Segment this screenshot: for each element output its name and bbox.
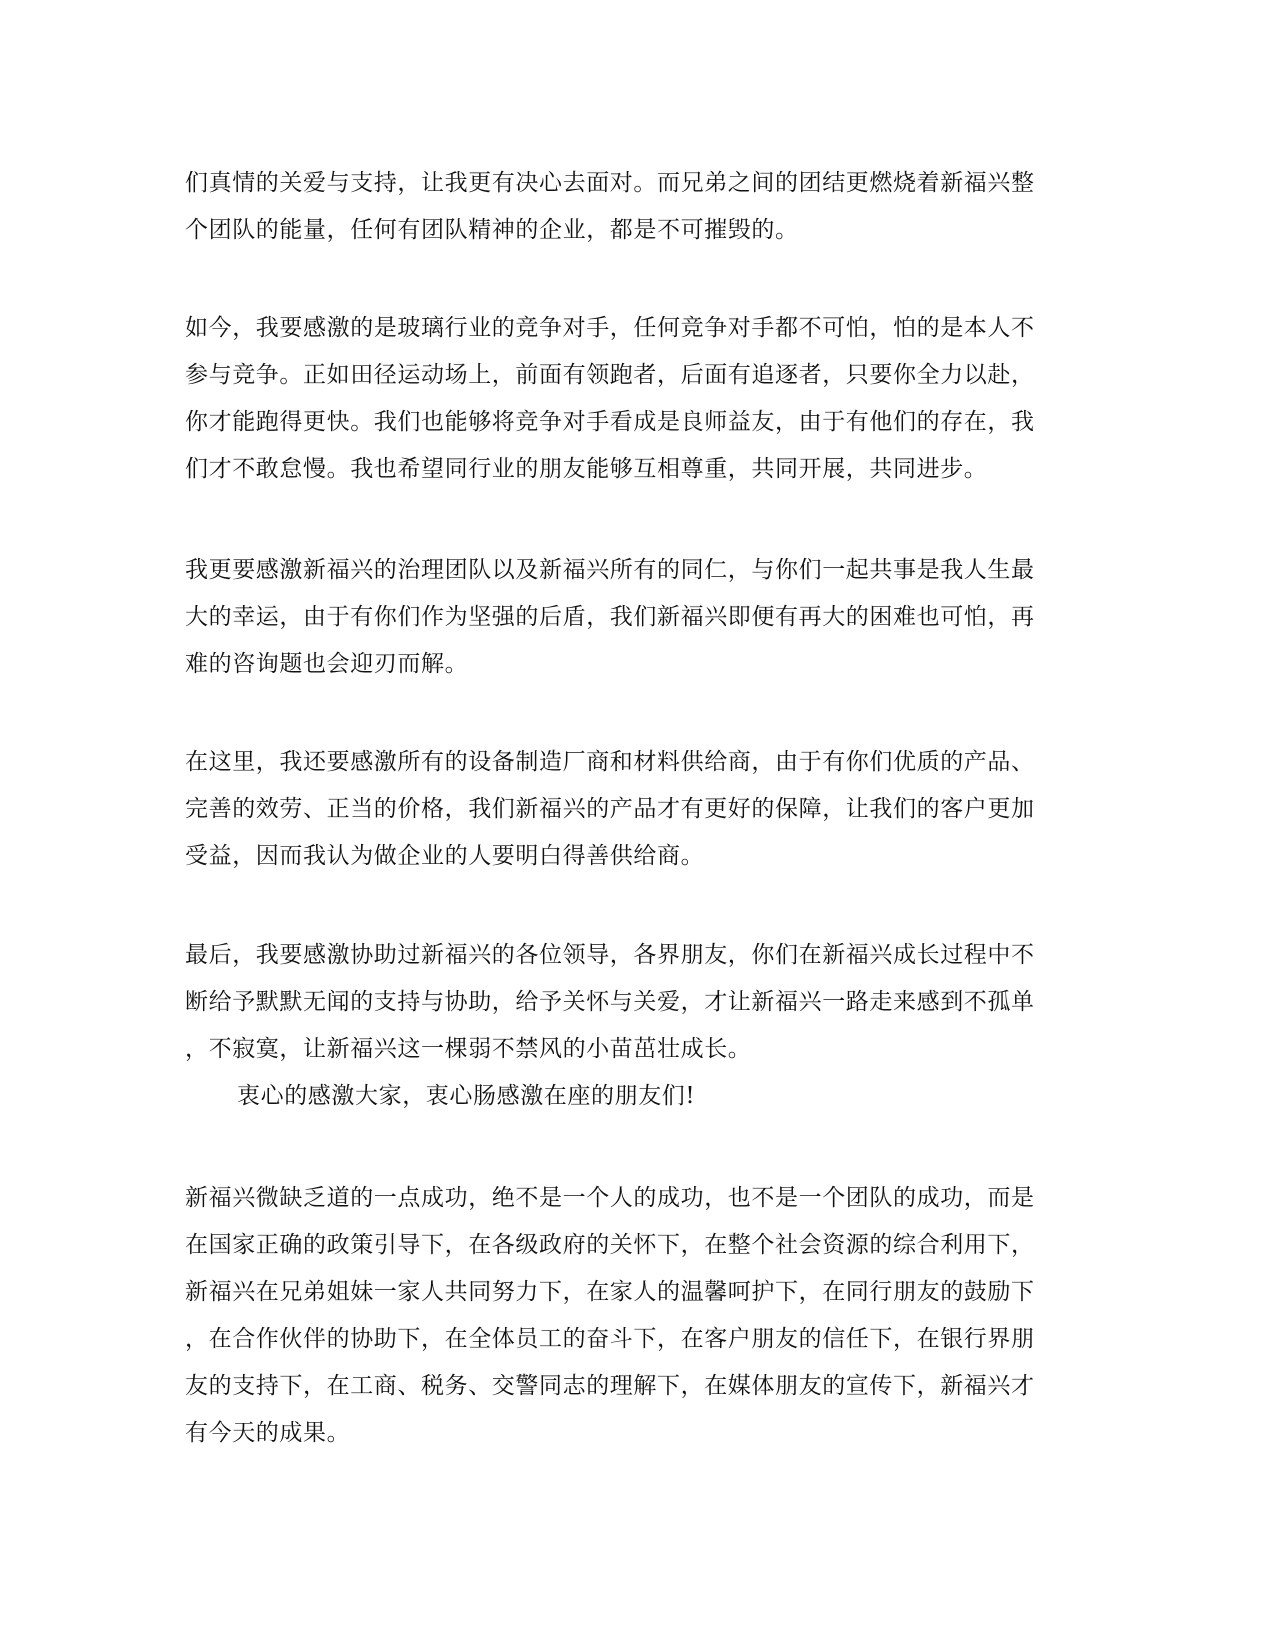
paragraph-suppliers: 在这里，我还要感激所有的设备制造厂商和材料供给商，由于有你们优质的产品、 完善的效劳、正当的价格，我们新福兴的产品才有更好的保障，让我们的客户更加 受益，因而我认为做企业的人要明白得善供给商。 <box>185 749 1035 869</box>
paragraph-leaders-friends: 最后，我要感激协助过新福兴的各位领导，各界朋友，你们在新福兴成长过程中不 断给予默默无闻的支持与协助，给予关怀与关爱，才让新福兴一路走来感到不孤单 ，不寂寞，让新福兴这一棵弱不禁风的小苗茁壮成长。 <box>185 942 1035 1062</box>
paragraph-success: 新福兴微缺乏道的一点成功，绝不是一个人的成功，也不是一个团队的成功，而是 在国家正确的政策引导下，在各级政府的关怀下，在整个社会资源的综合利用下， 新福兴在兄弟姐妹一家人共同努力下，在家人的温馨呵护下，在同行朋友的鼓励下 ，在合作伙伴的协助下，在全体员工的奋斗下，在客户朋友的信任下，在银行界朋 友的支持下，在工商、税务、交警同志的理解下，在媒体朋友的宣传下，新福兴才 有今天的成果。 <box>185 1185 1035 1446</box>
paragraph-competitors: 如今，我要感激的是玻璃行业的竞争对手，任何竞争对手都不可怕，怕的是本人不 参与竞争。正如田径运动场上，前面有领跑者，后面有追逐者，只要你全力以赴， 你才能跑得更快。我们也能够将竞争对手看成是良师益友，由于有他们的存在，我 们才不敢怠慢。我也希望同行业的朋友能够互相尊重，共同开展，共同进步。 <box>185 315 1035 482</box>
paragraph-management-team: 我更要感激新福兴的治理团队以及新福兴所有的同仁，与你们一起共事是我人生最 大的幸运，由于有你们作为坚强的后盾，我们新福兴即便有再大的困难也可怕，再 难的咨询题也会迎刃而解。 <box>185 557 1035 677</box>
paragraph-thanks-line: 衷心的感激大家，衷心肠感激在座的朋友们! <box>237 1083 696 1109</box>
paragraph-team-unity: 们真情的关爱与支持，让我更有决心去面对。而兄弟之间的团结更燃烧着新福兴整 个团队的能量，任何有团队精神的企业，都是不可摧毁的。 <box>185 170 1035 243</box>
